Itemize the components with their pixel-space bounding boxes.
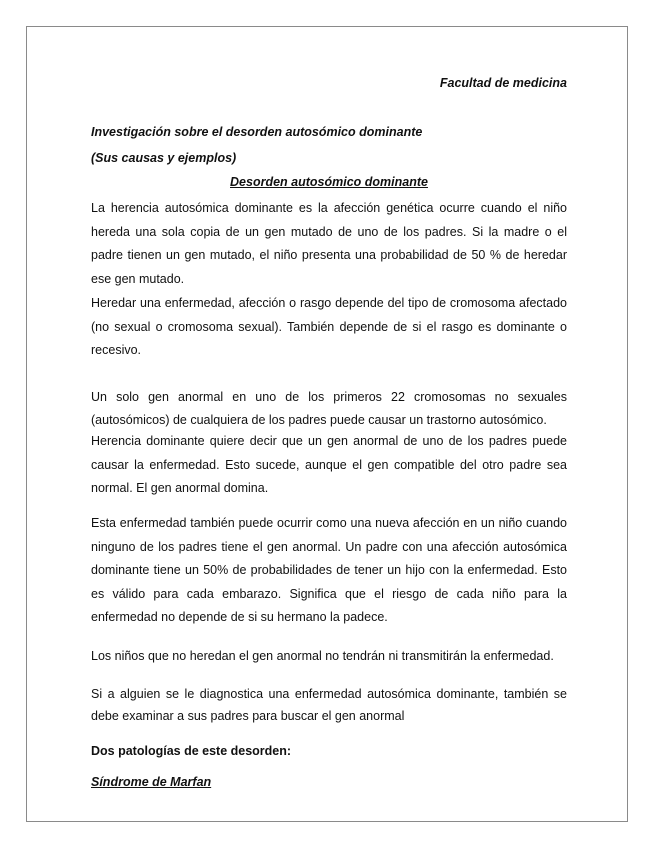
pathologies-heading: Dos patologías de este desorden: (91, 744, 292, 758)
document-page (26, 26, 628, 822)
paragraph-1: La herencia autosómica dominante es la afección genética ocurre cuando el niño hereda una sola copia de un gen mutado de uno de los padres. Si la madre o el padre tienen un gen mutado, el niño presenta una probabilidad de 50 % de heredar ese gen mutado. (91, 201, 567, 286)
paragraph-7: Si a alguien se le diagnostica una enfermedad autosómica dominante, también se debe examinar a sus padres para buscar el gen anormal (91, 687, 567, 723)
section-title: Desorden autosómico dominante (230, 175, 428, 189)
faculty-header: Facultad de medicina (439, 76, 567, 90)
pathology-title: Síndrome de Marfan (91, 775, 212, 789)
document-title: Investigación sobre el desorden autosómico dominante (91, 125, 423, 139)
document-subtitle: (Sus causas y ejemplos) (91, 151, 237, 165)
paragraph-6: Los niños que no heredan el gen anormal no tendrán ni transmitirán la enfermedad. (91, 649, 554, 663)
paragraph-5: Esta enfermedad también puede ocurrir como una nueva afección en un niño cuando ninguno de los padres tiene el gen anormal. Un padre con una afección autosómica dominante tiene un 50% de probabilidades de tener un hijo con la enfermedad. Esto es válido para cada embarazo. Significa que el riesgo de cada niño para la enfermedad no depende de si su hermano la padece. (91, 516, 567, 624)
paragraph-3: Un solo gen anormal en uno de los primeros 22 cromosomas no sexuales (autosómicos) de cualquiera de los padres puede causar un trastorno autosómico. (91, 390, 567, 427)
paragraph-4: Herencia dominante quiere decir que un gen anormal de uno de los padres puede causar la enfermedad. Esto sucede, aunque el gen compatible del otro padre sea normal. El gen anormal domina. (91, 434, 567, 495)
paragraph-2: Heredar una enfermedad, afección o rasgo depende del tipo de cromosoma afectado (no sexual o cromosoma sexual). También depende de si el rasgo es dominante o recesivo. (91, 296, 567, 357)
